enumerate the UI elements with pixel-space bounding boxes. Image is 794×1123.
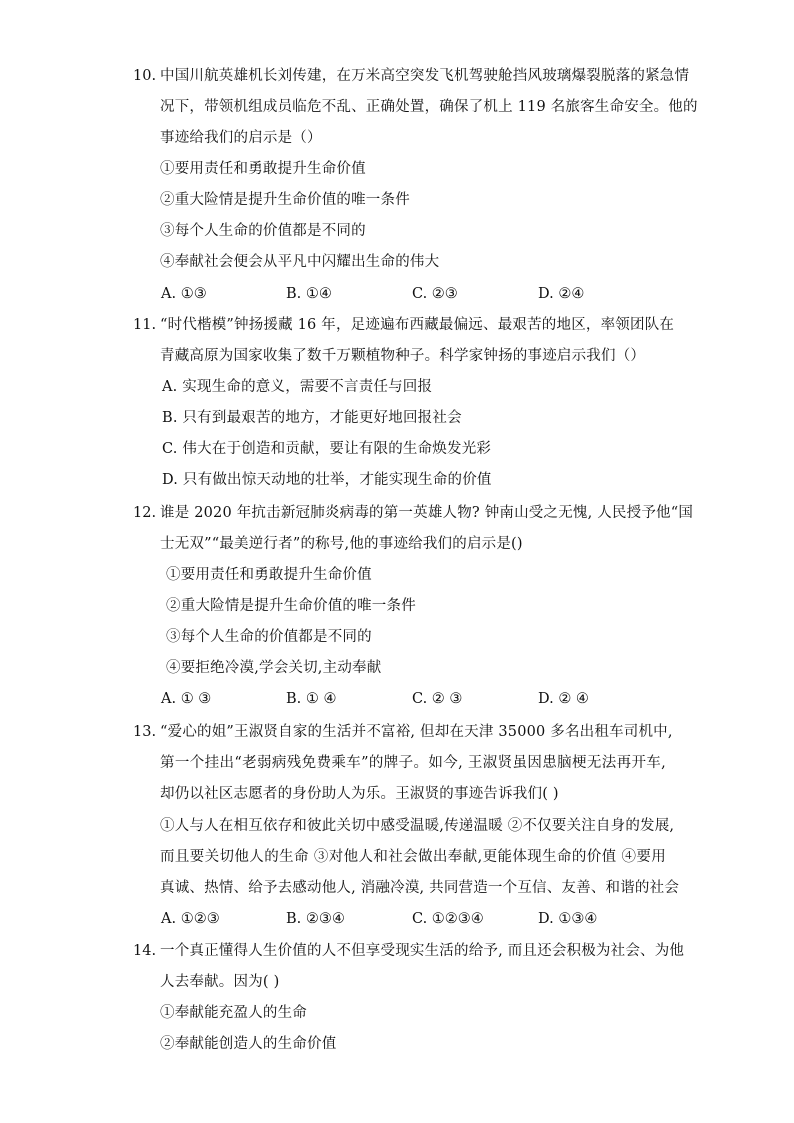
question-stem-line: 人去奉献。因为( ) <box>160 974 280 990</box>
option-a: A. ①③ <box>161 286 207 302</box>
statement-item: ②重大险情是提升生命价值的唯一条件 <box>166 598 416 614</box>
question-number: 11. <box>133 317 157 333</box>
option-a: A. ① ③ <box>161 691 212 707</box>
question-stem-line: 事迹给我们的启示是（） <box>160 130 322 146</box>
option-d: D. ①③④ <box>538 911 598 927</box>
question-stem-line: 青藏高原为国家收集了数千万颗植物种子。科学家钟扬的事迹启示我们（） <box>160 348 646 364</box>
question-number: 14. <box>133 943 157 959</box>
option-b: B. ①④ <box>286 286 332 302</box>
option-a: A. 实现生命的意义，需要不言责任与回报 <box>162 379 433 395</box>
option-a: A. ①②③ <box>161 911 220 927</box>
question-stem-line: 第一个挂出“老弱病残免费乘车”的牌子。如今, 王淑贤虽因患脑梗无法再开车, <box>160 755 666 771</box>
option-b: B. 只有到最艰苦的地方，才能更好地回报社会 <box>162 410 462 426</box>
question-stem-line: 却仍以社区志愿者的身份助人为乐。王淑贤的事迹告诉我们( ) <box>160 786 559 802</box>
statement-item: ④奉献社会便会从平凡中闪耀出生命的伟大 <box>160 254 440 270</box>
question-stem-line: “爱心的姐”王淑贤自家的生活并不富裕, 但却在天津 35000 多名出租车司机中, <box>160 724 673 740</box>
statement-item: ③每个人生命的价值都是不同的 <box>166 629 372 645</box>
option-d: D. 只有做出惊天动地的壮举，才能实现生命的价值 <box>162 472 492 488</box>
statement-item: ④要拒绝冷漠,学会关切,主动奉献 <box>166 660 382 676</box>
question-number: 13. <box>133 724 157 740</box>
statement-item: ①奉献能充盈人的生命 <box>160 1005 307 1021</box>
question-stem-line: 中国川航英雄机长刘传建，在万米高空突发飞机驾驶舱挡风玻璃爆裂脱落的紧急情 <box>160 68 690 84</box>
statement-item: ①人与人在相互依存和彼此关切中感受温暖,传递温暖 ②不仅要关注自身的发展, <box>160 818 675 834</box>
statement-item: 真诚、热情、给予去感动他人, 消融冷漠, 共同营造一个互信、友善、和谐的社会 <box>160 880 680 896</box>
question-stem-line: 谁是 2020 年抗击新冠肺炎病毒的第一英雄人物? 钟南山受之无愧, 人民授予他“国 <box>160 505 694 521</box>
option-d: D. ②④ <box>538 286 585 302</box>
option-c: C. ①②③④ <box>412 911 484 927</box>
option-b: B. ① ④ <box>286 691 337 707</box>
statement-item: ②重大险情是提升生命价值的唯一条件 <box>160 192 410 208</box>
statement-item: 而且要关切他人的生命 ③对他人和社会做出奉献,更能体现生命的价值 ④要用 <box>160 849 666 865</box>
statement-item: ①要用责任和勇敢提升生命价值 <box>166 567 372 583</box>
statement-item: ③每个人生命的价值都是不同的 <box>160 223 366 239</box>
question-stem-line: 一个真正懂得人生价值的人不但享受现实生活的给予, 而且还会积极为社会、为他 <box>160 943 685 959</box>
statement-item: ②奉献能创造人的生命价值 <box>160 1036 337 1052</box>
option-d: D. ② ④ <box>538 691 589 707</box>
question-stem-line: 况下，带领机组成员临危不乱、正确处置，确保了机上 119 名旅客生命安全。他的 <box>160 99 698 115</box>
question-number: 12. <box>133 505 157 521</box>
question-stem-line: 士无双”“最美逆行者”的称号,他的事迹给我们的启示是() <box>160 536 523 552</box>
statement-item: ①要用责任和勇敢提升生命价值 <box>160 161 366 177</box>
option-c: C. 伟大在于创造和贡献，要让有限的生命焕发光彩 <box>162 441 492 457</box>
question-number: 10. <box>133 68 157 84</box>
option-b: B. ②③④ <box>286 911 345 927</box>
option-c: C. ② ③ <box>412 691 463 707</box>
option-c: C. ②③ <box>412 286 458 302</box>
question-stem-line: “时代楷模”钟扬援藏 16 年，足迹遍布西藏最偏远、最艰苦的地区，率领团队在 <box>160 317 675 333</box>
